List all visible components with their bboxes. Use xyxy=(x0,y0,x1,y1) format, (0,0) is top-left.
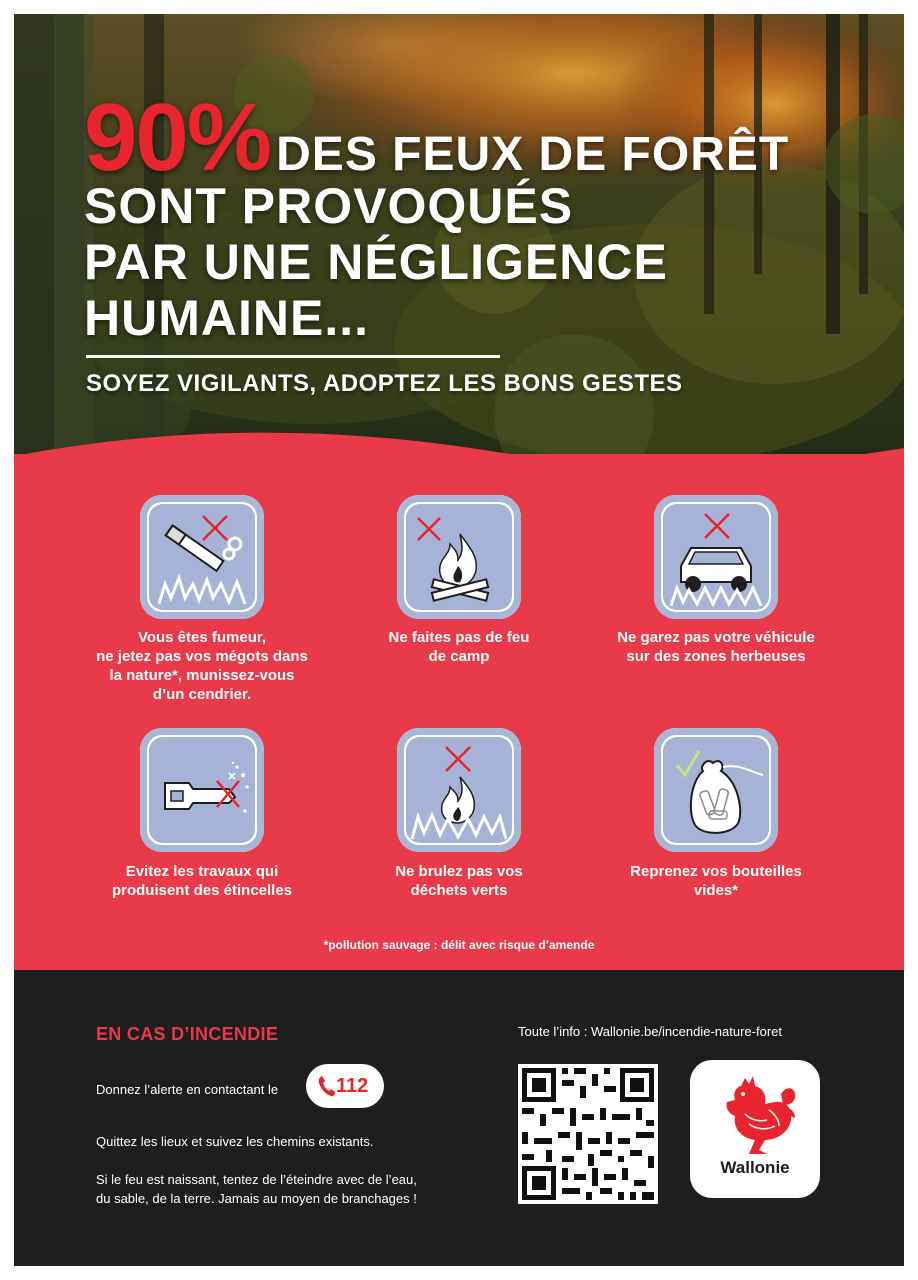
bottles-bag-check-icon xyxy=(663,737,769,843)
rule-caption-cigarette xyxy=(87,628,317,704)
headline-divider xyxy=(86,355,500,358)
campfire-no-icon xyxy=(406,504,512,610)
rule-caption-car-text: Ne garez pas votre véhicule sur des zones herbeuses xyxy=(617,629,815,665)
headline-line3: PAR UNE NÉGLIGENCE xyxy=(84,234,668,290)
rule-tile-cigarette xyxy=(140,495,264,619)
info-link[interactable]: Toute l’info : Wallonie.be/incendie-nature-foret xyxy=(518,1024,782,1039)
rule-caption-green-waste xyxy=(344,862,574,900)
poster xyxy=(14,14,904,1266)
rule-tile-bottles xyxy=(654,728,778,852)
rule-tile-power-tool xyxy=(140,728,264,852)
headline-percent: 90% xyxy=(84,84,271,191)
cigarette-no-icon xyxy=(149,504,255,610)
emergency-number: 112 xyxy=(336,1075,369,1097)
rule-caption-power-tool xyxy=(87,862,317,900)
headline xyxy=(84,84,790,346)
alert-text: Donnez l’alerte en contactant le xyxy=(96,1082,279,1097)
rule-caption-bottles xyxy=(601,862,831,900)
leave-text: Quittez les lieux et suivez les chemins existants. xyxy=(96,1134,374,1149)
rule-tile-car xyxy=(654,495,778,619)
rooster-logo-icon xyxy=(711,1074,799,1158)
footnote: *pollution sauvage : délit avec risque d’amende xyxy=(323,938,595,952)
extinguish-text-content: Si le feu est naissant, tentez de l’éteindre avec de l’eau, du sable, de la terre. Jamais au moyen de branchages ! xyxy=(96,1172,417,1206)
green-waste-fire-no-icon xyxy=(406,737,512,843)
headline-line2: SONT PROVOQUÉS xyxy=(84,178,574,234)
footer xyxy=(14,970,904,1266)
headline-line1: DES FEUX DE FORÊT xyxy=(276,128,790,181)
power-tool-sparks-icon xyxy=(149,737,255,843)
hero-photo xyxy=(14,14,904,484)
car-grass-no-icon xyxy=(663,504,769,610)
rule-tile-campfire xyxy=(397,495,521,619)
wave-divider xyxy=(14,424,904,494)
extinguish-text xyxy=(96,1170,496,1208)
tagline: SOYEZ VIGILANTS, ADOPTEZ LES BONS GESTES xyxy=(86,370,683,397)
rule-caption-campfire-text: Ne faites pas de feu de camp xyxy=(388,629,530,665)
rule-caption-power-tool-text: Evitez les travaux qui produisent des étincelles xyxy=(111,863,293,899)
rule-caption-campfire xyxy=(344,628,574,666)
footer-title: EN CAS D’INCENDIE xyxy=(96,1024,279,1044)
wallonie-logo xyxy=(690,1060,820,1198)
emergency-number-badge[interactable] xyxy=(306,1064,384,1108)
qr-code-icon[interactable] xyxy=(518,1064,658,1204)
phone-icon xyxy=(318,1075,336,1097)
rule-caption-bottles-text: Reprenez vos bouteilles vides* xyxy=(630,863,802,899)
rule-tile-green-waste xyxy=(397,728,521,852)
wallonie-logo-text: Wallonie xyxy=(720,1158,790,1177)
rule-caption-car xyxy=(601,628,831,666)
headline-line4: HUMAINE... xyxy=(84,290,369,346)
rule-caption-cigarette-text: Vous êtes fumeur, ne jetez pas vos mégots dans la nature*, munissez-vous d’un cendrier. xyxy=(96,629,308,703)
rule-caption-green-waste-text: Ne brulez pas vos déchets verts xyxy=(395,863,523,899)
